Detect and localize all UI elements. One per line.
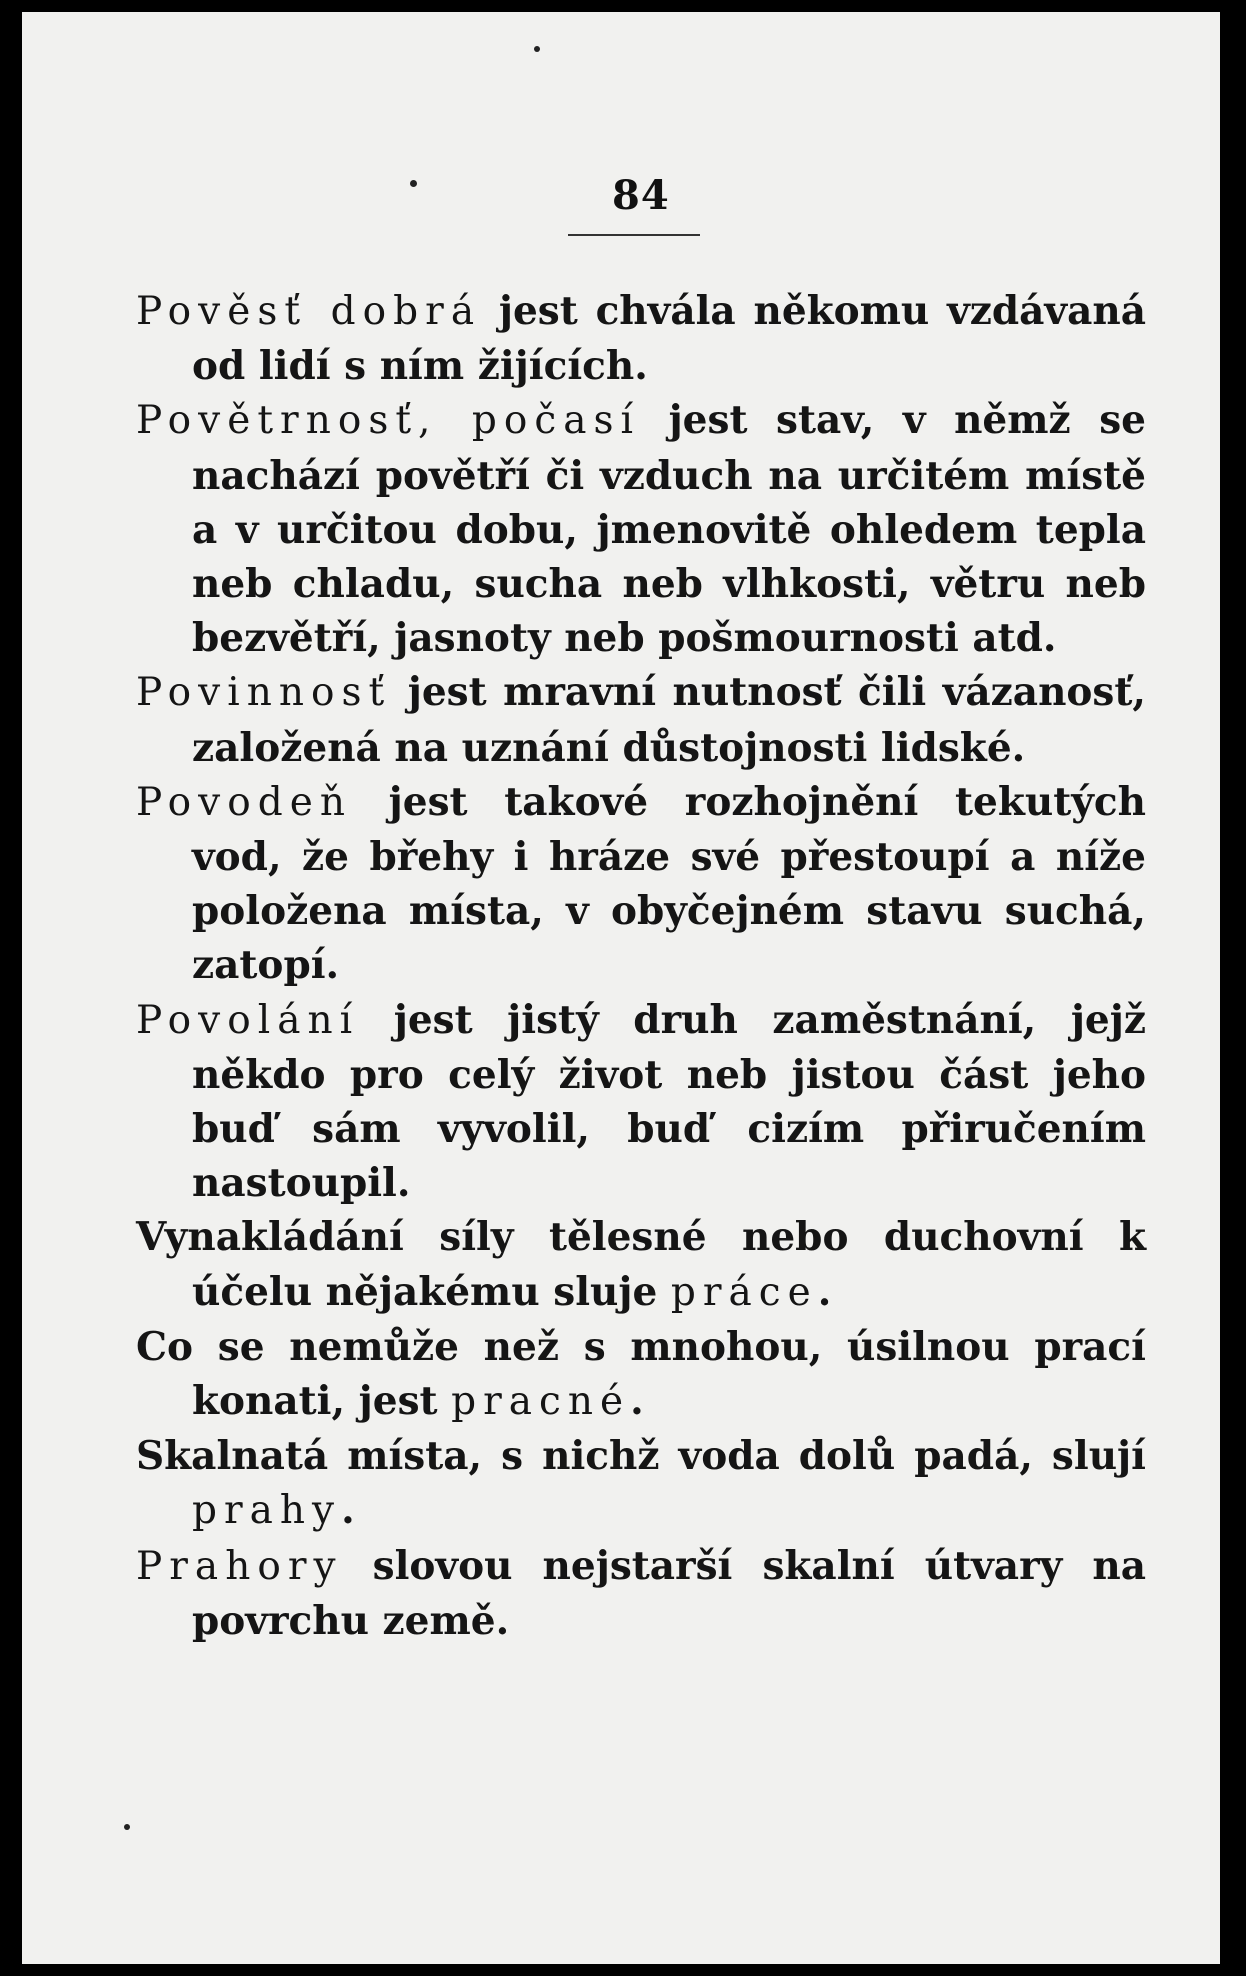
entry-term: Povinnosť xyxy=(136,670,392,716)
book-page xyxy=(22,12,1220,1964)
entry-definition: Vynakládání síly tělesné nebo duchovní k účelu nějakému sluje xyxy=(136,1214,1146,1315)
entry-definition: jest mravní nutnosť čili vázanosť, založená na uznání důstojnosti lidské. xyxy=(192,669,1146,771)
entry-term: Povodeň xyxy=(136,779,352,825)
entry-povest xyxy=(136,284,1146,393)
entry-definition: Co se nemůže než s mnohou, úsilnou prací konati, jest xyxy=(136,1323,1146,1425)
entry-punctuation: . xyxy=(630,1378,644,1425)
entry-povinnost xyxy=(136,665,1146,774)
ink-speck xyxy=(534,46,540,52)
ink-speck xyxy=(124,1824,130,1830)
entry-definition: slovou nejstarší skalní útvary na povrchu země. xyxy=(192,1542,1146,1644)
entry-term: Prahory xyxy=(136,1543,343,1589)
page-number: 84 xyxy=(612,172,670,219)
entry-definition: jest takové rozhojnění tekutých vod, že břehy i hráze své přestoupí a níže položena místa, v obyčejném stavu suchá, zatopí. xyxy=(192,778,1146,989)
entry-prace xyxy=(136,1210,1146,1319)
entry-definition: jest stav, v němž se nachází povětří či vzduch na určitém místě a v určitou dobu, jmenovitě ohledem tepla neb chladu, sucha neb vlhkosti, větru neb bezvětří, jasnoty neb pošmournosti atd. xyxy=(192,397,1146,662)
entry-term: Pověsť dobrá xyxy=(136,289,482,334)
entry-term: práce xyxy=(670,1269,818,1315)
entry-term: pracné xyxy=(451,1379,631,1425)
entry-pracne xyxy=(136,1320,1146,1429)
entry-povolani xyxy=(136,993,1146,1211)
entry-povetrnost xyxy=(136,393,1146,665)
entry-definition: jest jistý druh zaměstnání, jejž někdo pro celý život neb jistou část jeho buď sám vyvolil, buď cizím přiručením nastoupil. xyxy=(192,996,1146,1207)
entry-term: Povolání xyxy=(136,997,360,1043)
glossary-text xyxy=(136,284,1146,1648)
ink-speck xyxy=(410,180,417,187)
entry-definition: jest chvála někomu vzdávaná od lidí s ním žijících. xyxy=(192,288,1146,390)
entry-term: prahy xyxy=(192,1488,342,1534)
entry-term: Povětrnosť, počasí xyxy=(136,398,641,444)
entry-prahy xyxy=(136,1429,1146,1538)
entry-punctuation: . xyxy=(341,1487,355,1534)
entry-definition: Skalnatá místa, s nichž voda dolů padá, slují xyxy=(136,1433,1146,1480)
page-number-rule xyxy=(568,234,700,236)
entry-punctuation: . xyxy=(817,1268,832,1315)
entry-prahory xyxy=(136,1539,1146,1648)
entry-povoden xyxy=(136,775,1146,993)
